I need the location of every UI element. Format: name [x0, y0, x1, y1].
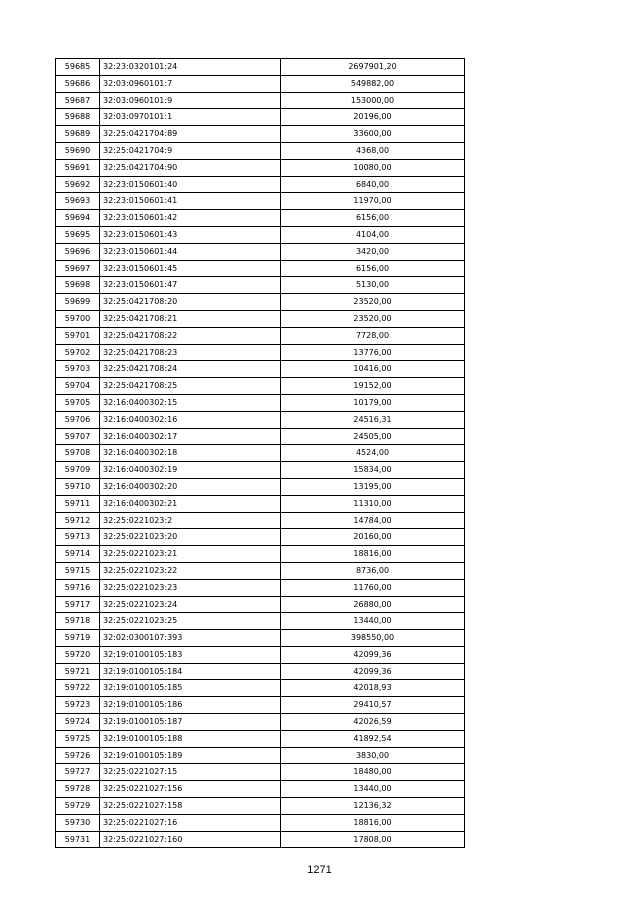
value-cell: 8736,00: [281, 562, 465, 579]
table-row: [56, 798, 465, 815]
table-row: [56, 814, 465, 831]
row-id-cell: 59698: [56, 277, 100, 294]
row-id-cell: 59700: [56, 310, 100, 327]
value-cell: 20196,00: [281, 109, 465, 126]
row-id-cell: 59719: [56, 630, 100, 647]
table-row: [56, 714, 465, 731]
cadastral-number-cell: 32:25:0221027:15: [100, 764, 281, 781]
cadastral-number-cell: 32:25:0421704:90: [100, 159, 281, 176]
cadastral-number-cell: 32:19:0100105:184: [100, 663, 281, 680]
table-row: [56, 462, 465, 479]
row-id-cell: 59694: [56, 210, 100, 227]
cadastral-number-cell: 32:25:0421708:24: [100, 361, 281, 378]
cadastral-number-cell: 32:16:0400302:17: [100, 428, 281, 445]
table-row: [56, 327, 465, 344]
table-row: [56, 781, 465, 798]
table-row: [56, 730, 465, 747]
cadastral-number-cell: 32:25:0221027:156: [100, 781, 281, 798]
table-row: [56, 613, 465, 630]
value-cell: 42099,36: [281, 646, 465, 663]
table-row: [56, 277, 465, 294]
row-id-cell: 59717: [56, 596, 100, 613]
value-cell: 398550,00: [281, 630, 465, 647]
table-row: [56, 428, 465, 445]
table-row: [56, 495, 465, 512]
table-row: [56, 210, 465, 227]
row-id-cell: 59715: [56, 562, 100, 579]
table-row: [56, 747, 465, 764]
cadastral-number-cell: 32:03:0960101:9: [100, 92, 281, 109]
value-cell: 6156,00: [281, 260, 465, 277]
value-cell: 11970,00: [281, 193, 465, 210]
cadastral-number-cell: 32:25:0221027:16: [100, 814, 281, 831]
table-row: [56, 126, 465, 143]
row-id-cell: 59701: [56, 327, 100, 344]
row-id-cell: 59696: [56, 243, 100, 260]
value-cell: 13440,00: [281, 613, 465, 630]
row-id-cell: 59695: [56, 226, 100, 243]
value-cell: 3830,00: [281, 747, 465, 764]
value-cell: 11310,00: [281, 495, 465, 512]
row-id-cell: 59692: [56, 176, 100, 193]
table-row: [56, 478, 465, 495]
table-row: [56, 75, 465, 92]
cadastral-number-cell: 32:25:0221023:23: [100, 579, 281, 596]
cadastral-number-cell: 32:16:0400302:21: [100, 495, 281, 512]
table-row: [56, 411, 465, 428]
value-cell: 26880,00: [281, 596, 465, 613]
cadastral-number-cell: 32:16:0400302:18: [100, 445, 281, 462]
value-cell: 41892,54: [281, 730, 465, 747]
cadastral-number-cell: 32:25:0421708:23: [100, 344, 281, 361]
value-cell: 4368,00: [281, 142, 465, 159]
cadastral-number-cell: 32:25:0421708:21: [100, 310, 281, 327]
table-row: [56, 59, 465, 76]
cadastral-number-cell: 32:19:0100105:185: [100, 680, 281, 697]
table-row: [56, 243, 465, 260]
row-id-cell: 59731: [56, 831, 100, 848]
row-id-cell: 59710: [56, 478, 100, 495]
cadastral-number-cell: 32:23:0150601:47: [100, 277, 281, 294]
row-id-cell: 59722: [56, 680, 100, 697]
row-id-cell: 59711: [56, 495, 100, 512]
row-id-cell: 59689: [56, 126, 100, 143]
row-id-cell: 59707: [56, 428, 100, 445]
cadastral-number-cell: 32:23:0150601:40: [100, 176, 281, 193]
cadastral-number-cell: 32:16:0400302:16: [100, 411, 281, 428]
value-cell: 17808,00: [281, 831, 465, 848]
row-id-cell: 59703: [56, 361, 100, 378]
cadastral-number-cell: 32:16:0400302:20: [100, 478, 281, 495]
value-cell: 153000,00: [281, 92, 465, 109]
cadastral-number-cell: 32:19:0100105:187: [100, 714, 281, 731]
value-cell: 11760,00: [281, 579, 465, 596]
cadastral-number-cell: 32:23:0150601:42: [100, 210, 281, 227]
row-id-cell: 59725: [56, 730, 100, 747]
table-row: [56, 680, 465, 697]
table-row: [56, 529, 465, 546]
value-cell: 3420,00: [281, 243, 465, 260]
row-id-cell: 59728: [56, 781, 100, 798]
table-row: [56, 562, 465, 579]
table-row: [56, 596, 465, 613]
row-id-cell: 59691: [56, 159, 100, 176]
cadastral-number-cell: 32:16:0400302:19: [100, 462, 281, 479]
table-row: [56, 176, 465, 193]
cadastral-number-cell: 32:19:0100105:189: [100, 747, 281, 764]
row-id-cell: 59690: [56, 142, 100, 159]
table-row: [56, 294, 465, 311]
cadastral-number-cell: 32:02:0300107:393: [100, 630, 281, 647]
table-row: [56, 361, 465, 378]
row-id-cell: 59727: [56, 764, 100, 781]
value-cell: 13776,00: [281, 344, 465, 361]
row-id-cell: 59685: [56, 59, 100, 76]
data-table: [55, 58, 465, 848]
value-cell: 6156,00: [281, 210, 465, 227]
row-id-cell: 59706: [56, 411, 100, 428]
value-cell: 20160,00: [281, 529, 465, 546]
value-cell: 18480,00: [281, 764, 465, 781]
value-cell: 12136,32: [281, 798, 465, 815]
cadastral-number-cell: 32:23:0150601:41: [100, 193, 281, 210]
value-cell: 42099,36: [281, 663, 465, 680]
value-cell: 10179,00: [281, 394, 465, 411]
cadastral-number-cell: 32:19:0100105:183: [100, 646, 281, 663]
cadastral-number-cell: 32:25:0421708:22: [100, 327, 281, 344]
value-cell: 13195,00: [281, 478, 465, 495]
cadastral-number-cell: 32:19:0100105:186: [100, 697, 281, 714]
row-id-cell: 59702: [56, 344, 100, 361]
cadastral-number-cell: 32:25:0421704:9: [100, 142, 281, 159]
table-row: [56, 394, 465, 411]
value-cell: 4104,00: [281, 226, 465, 243]
cadastral-number-cell: 32:25:0221023:25: [100, 613, 281, 630]
table-row: [56, 764, 465, 781]
value-cell: 549882,00: [281, 75, 465, 92]
value-cell: 42026,59: [281, 714, 465, 731]
row-id-cell: 59724: [56, 714, 100, 731]
row-id-cell: 59713: [56, 529, 100, 546]
table-row: [56, 310, 465, 327]
row-id-cell: 59688: [56, 109, 100, 126]
row-id-cell: 59699: [56, 294, 100, 311]
value-cell: 2697901,20: [281, 59, 465, 76]
table-row: [56, 226, 465, 243]
row-id-cell: 59723: [56, 697, 100, 714]
row-id-cell: 59718: [56, 613, 100, 630]
value-cell: 10080,00: [281, 159, 465, 176]
table-row: [56, 109, 465, 126]
value-cell: 29410,57: [281, 697, 465, 714]
value-cell: 6840,00: [281, 176, 465, 193]
row-id-cell: 59721: [56, 663, 100, 680]
cadastral-number-cell: 32:25:0421708:25: [100, 378, 281, 395]
table-row: [56, 831, 465, 848]
value-cell: 7728,00: [281, 327, 465, 344]
row-id-cell: 59730: [56, 814, 100, 831]
value-cell: 23520,00: [281, 294, 465, 311]
cadastral-number-cell: 32:25:0421704:89: [100, 126, 281, 143]
value-cell: 24505,00: [281, 428, 465, 445]
value-cell: 42018,93: [281, 680, 465, 697]
value-cell: 19152,00: [281, 378, 465, 395]
cadastral-number-cell: 32:03:0960101:7: [100, 75, 281, 92]
value-cell: 14784,00: [281, 512, 465, 529]
cadastral-number-cell: 32:23:0150601:43: [100, 226, 281, 243]
cadastral-number-cell: 32:25:0221023:21: [100, 546, 281, 563]
value-cell: 13440,00: [281, 781, 465, 798]
table-body: [56, 59, 465, 848]
row-id-cell: 59687: [56, 92, 100, 109]
row-id-cell: 59708: [56, 445, 100, 462]
row-id-cell: 59714: [56, 546, 100, 563]
table-row: [56, 142, 465, 159]
value-cell: 5130,00: [281, 277, 465, 294]
table-row: [56, 260, 465, 277]
table-row: [56, 344, 465, 361]
table-row: [56, 512, 465, 529]
table-row: [56, 445, 465, 462]
table-row: [56, 663, 465, 680]
row-id-cell: 59729: [56, 798, 100, 815]
value-cell: 18816,00: [281, 814, 465, 831]
row-id-cell: 59716: [56, 579, 100, 596]
row-id-cell: 59712: [56, 512, 100, 529]
table-row: [56, 630, 465, 647]
value-cell: 33600,00: [281, 126, 465, 143]
value-cell: 15834,00: [281, 462, 465, 479]
cadastral-number-cell: 32:25:0221027:160: [100, 831, 281, 848]
page-number: 1271: [307, 864, 332, 876]
cadastral-number-cell: 32:25:0221023:24: [100, 596, 281, 613]
row-id-cell: 59686: [56, 75, 100, 92]
cadastral-number-cell: 32:19:0100105:188: [100, 730, 281, 747]
row-id-cell: 59693: [56, 193, 100, 210]
table-row: [56, 159, 465, 176]
value-cell: 18816,00: [281, 546, 465, 563]
row-id-cell: 59697: [56, 260, 100, 277]
cadastral-number-cell: 32:23:0320101:24: [100, 59, 281, 76]
cadastral-number-cell: 32:25:0421708:20: [100, 294, 281, 311]
table-row: [56, 546, 465, 563]
value-cell: 24516,31: [281, 411, 465, 428]
cadastral-number-cell: 32:16:0400302:15: [100, 394, 281, 411]
table-row: [56, 378, 465, 395]
row-id-cell: 59704: [56, 378, 100, 395]
value-cell: 23520,00: [281, 310, 465, 327]
cadastral-number-cell: 32:25:0221027:158: [100, 798, 281, 815]
cadastral-number-cell: 32:25:0221023:20: [100, 529, 281, 546]
cadastral-number-cell: 32:25:0221023:2: [100, 512, 281, 529]
table-row: [56, 92, 465, 109]
value-cell: 4524,00: [281, 445, 465, 462]
cadastral-number-cell: 32:03:0970101:1: [100, 109, 281, 126]
table-row: [56, 646, 465, 663]
table-row: [56, 579, 465, 596]
cadastral-number-cell: 32:23:0150601:45: [100, 260, 281, 277]
value-cell: 10416,00: [281, 361, 465, 378]
cadastral-number-cell: 32:23:0150601:44: [100, 243, 281, 260]
row-id-cell: 59709: [56, 462, 100, 479]
table-row: [56, 193, 465, 210]
row-id-cell: 59720: [56, 646, 100, 663]
cadastral-number-cell: 32:25:0221023:22: [100, 562, 281, 579]
row-id-cell: 59705: [56, 394, 100, 411]
table-row: [56, 697, 465, 714]
row-id-cell: 59726: [56, 747, 100, 764]
